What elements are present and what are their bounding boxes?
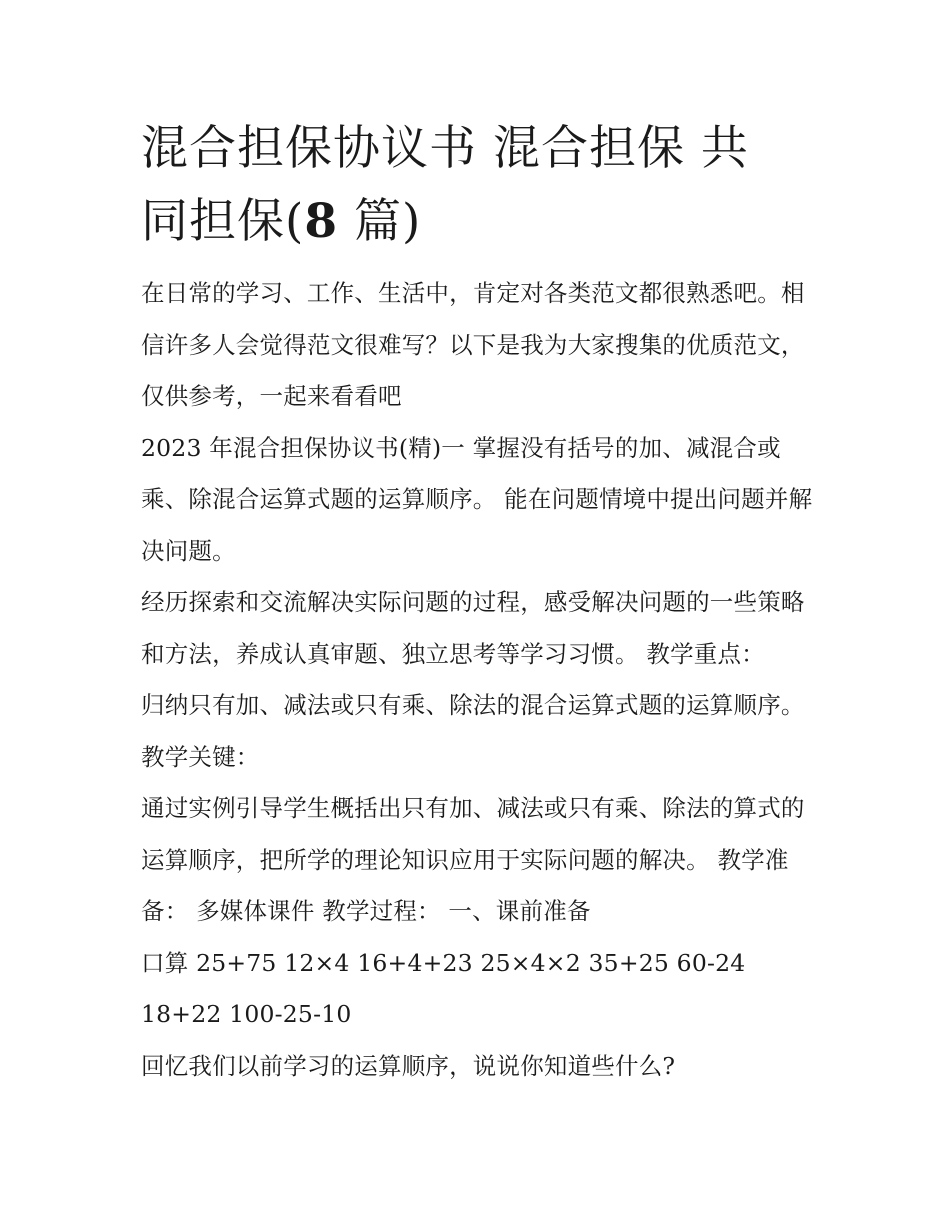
title-line-2-prefix: 同担保( xyxy=(141,194,305,249)
document-title xyxy=(141,112,821,258)
title-line-2-suffix: 篇) xyxy=(338,194,422,249)
title-line-1: 混合担保协议书 混合担保 共 xyxy=(141,121,749,176)
paragraph-intro: 在日常的学习、工作、生活中，肯定对各类范文都很熟悉吧。相信许多人会觉得范文很难写？以下是我为大家搜集的优质范文，仅供参考，一起来看看吧 xyxy=(141,279,805,410)
document-page xyxy=(141,112,821,1092)
paragraph-preparation: 通过实例引导学生概括出只有加、减法或只有乘、除法的算式的运算顺序，把所学的理论知识应用于实际问题的解决。 教学准备： 多媒体课件 教学过程： 一、课前准备 xyxy=(141,794,805,925)
title-line-2-number: 8 xyxy=(304,194,339,249)
paragraph-objectives: 2023 年混合担保协议书(精)一 掌握没有括号的加、减混合或乘、除混合运算式题的运算顺序。 能在问题情境中提出问题并解决问题。 xyxy=(141,433,813,565)
paragraph-mental-math: 口算 25+75 12×4 16+4+23 25×4×2 35+25 60-24 18+22 100-25-10 xyxy=(141,948,746,1028)
paragraph-review: 回忆我们以前学习的运算顺序，说说你知道些什么? xyxy=(141,1051,676,1080)
paragraph-key-point: 归纳只有加、减法或只有乘、除法的混合运算式题的运算顺序。 教学关键： xyxy=(141,691,805,771)
paragraph-process: 经历探索和交流解决实际问题的过程，感受解决问题的一些策略和方法，养成认真审题、独立思考等学习习惯。 教学重点： xyxy=(141,588,805,668)
document-body xyxy=(141,268,821,1092)
